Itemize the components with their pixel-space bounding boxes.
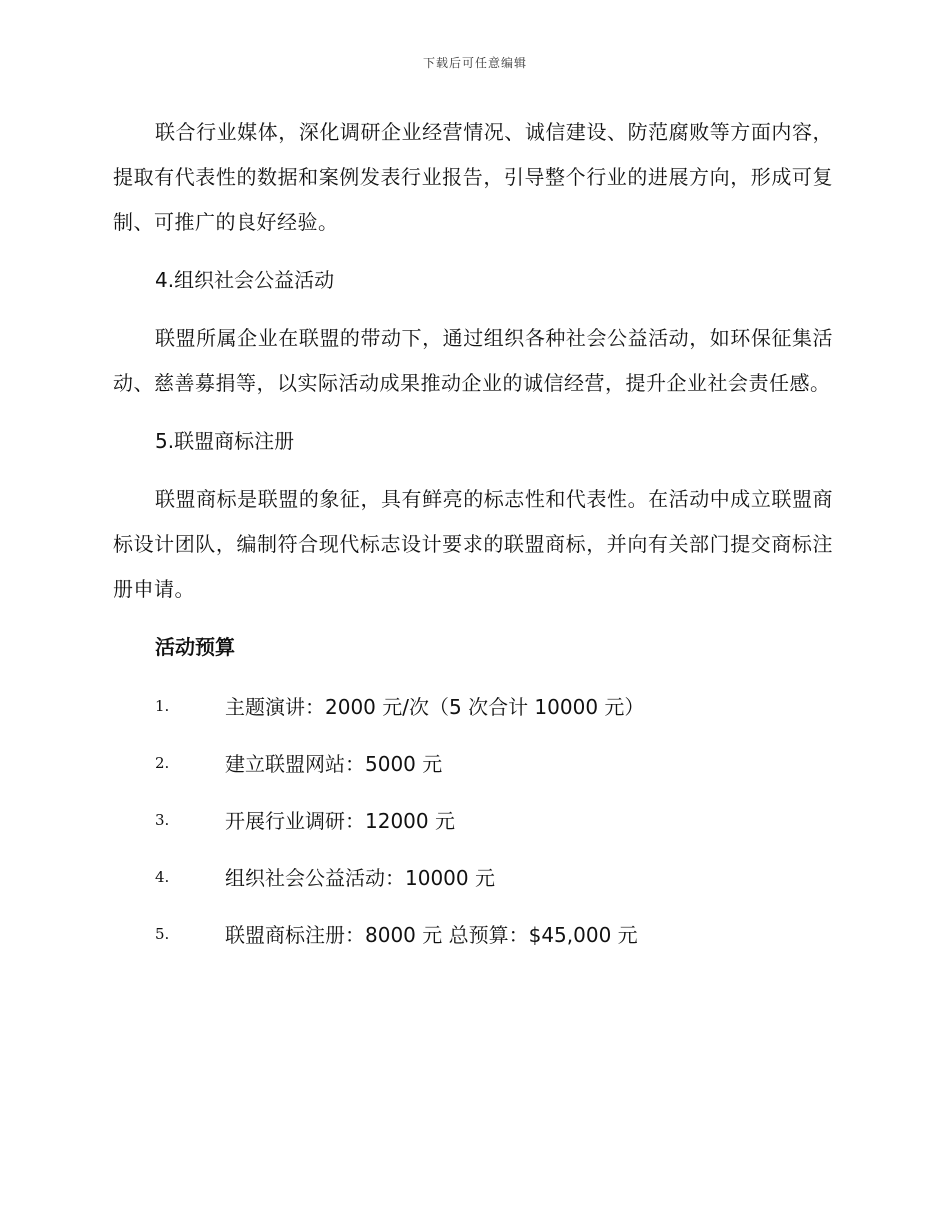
- budget-item: [113, 797, 833, 842]
- budget-item: [113, 911, 833, 956]
- budget-item-number: 3.: [155, 810, 170, 829]
- paragraph-public-welfare: 联盟所属企业在联盟的带动下，通过组织各种社会公益活动，如环保征集活动、慈善募捐等，以实际活动成果推动企业的诚信经营，提升企业社会责任感。: [113, 326, 833, 395]
- budget-item-number: 2.: [155, 753, 170, 772]
- budget-item-number: 4.: [155, 867, 170, 886]
- budget-item-text: 开展行业调研：12000 元: [225, 809, 455, 833]
- budget-list: [113, 683, 833, 956]
- budget-item-number: 1.: [155, 696, 170, 715]
- budget-item-number: 5.: [155, 924, 170, 943]
- paragraph-industry-report: 联合行业媒体，深化调研企业经营情况、诚信建设、防范腐败等方面内容，提取有代表性的数据和案例发表行业报告，引导整个行业的进展方向，形成可复制、可推广的良好经验。: [113, 120, 833, 234]
- budget-item-text: 联盟商标注册：8000 元 总预算：$45,000 元: [225, 923, 638, 947]
- budget-title: 活动预算: [155, 635, 235, 659]
- budget-item-text: 组织社会公益活动：10000 元: [225, 866, 495, 890]
- section-heading-trademark: 5.联盟商标注册: [155, 429, 295, 453]
- budget-item: [113, 740, 833, 785]
- budget-item-text: 建立联盟网站：5000 元: [225, 752, 443, 776]
- budget-item: [113, 854, 833, 899]
- paragraph-trademark: 联盟商标是联盟的象征，具有鲜亮的标志性和代表性。在活动中成立联盟商标设计团队，编制符合现代标志设计要求的联盟商标，并向有关部门提交商标注册申请。: [113, 487, 833, 601]
- document-body: [113, 110, 833, 968]
- page-header-note: 下载后可任意编辑: [422, 56, 527, 70]
- section-heading-public-welfare: 4.组织社会公益活动: [155, 268, 335, 292]
- budget-item: [113, 683, 833, 728]
- budget-item-text: 主题演讲：2000 元/次（5 次合计 10000 元）: [225, 695, 645, 719]
